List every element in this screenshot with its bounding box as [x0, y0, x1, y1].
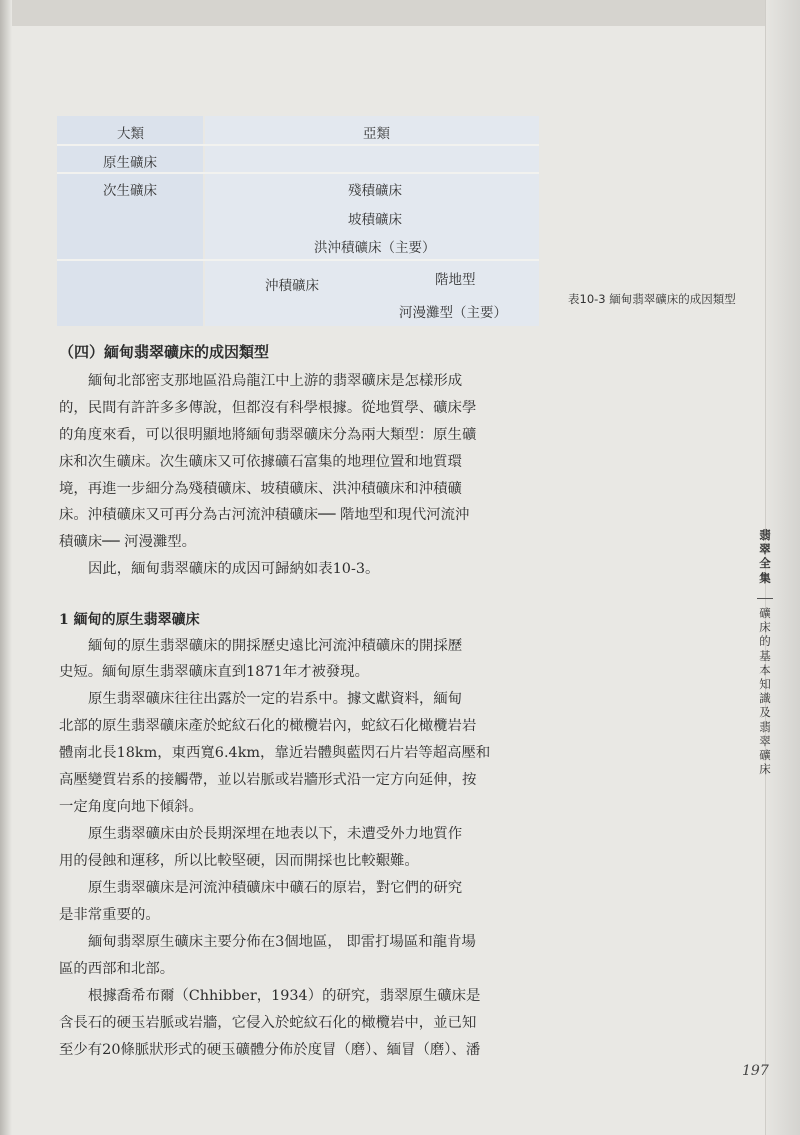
paragraph-line: 含長石的硬玉岩脈或岩牆，它侵入於蛇紋石化的橄欖岩中，並已知 [59, 1015, 477, 1031]
subsection-heading: 1 緬甸的原生翡翠礦床 [59, 612, 200, 628]
scan-top-strip [0, 0, 800, 26]
page-number: 197 [742, 1063, 769, 1079]
table-cell-alluvial: 沖積礦床 [265, 278, 319, 294]
scan-left-shadow [0, 0, 12, 1135]
table-row-divider [57, 172, 539, 174]
paragraph-line: 的角度來看，可以很明顯地將緬甸翡翠礦床分為兩大類型：原生礦 [59, 427, 477, 443]
paragraph-line: 史短。緬甸原生翡翠礦床直到1871年才被發現。 [59, 664, 370, 680]
paragraph-line: 體南北長18km，東西寬6.4km，靠近岩體與藍閃石片岩等超高壓和 [59, 745, 491, 761]
deposit-type-table [57, 116, 539, 326]
paragraph-line: 原生翡翠礦床由於長期深埋在地表以下，未遭受外力地質作 [88, 826, 463, 842]
table-cell-floodplain: 河漫灘型（主要） [399, 305, 507, 321]
paragraph-line: 床和次生礦床。次生礦床又可依據礦石富集的地理位置和地質環 [59, 454, 462, 470]
paragraph-line: 原生翡翠礦床往往出露於一定的岩系中。據文獻資料，緬甸 [88, 691, 463, 707]
running-title: 翡翠全集 [759, 528, 771, 585]
table-header-minor: 亞類 [363, 126, 390, 142]
table-caption: 表10-3 緬甸翡翠礦床的成因類型 [568, 292, 736, 306]
paragraph-line: 根據喬希布爾（Chhibber，1934）的研究，翡翠原生礦床是 [88, 988, 481, 1004]
paragraph-line: 用的侵蝕和運移，所以比較堅硬，因而開採也比較艱難。 [59, 853, 419, 869]
paragraph-line: 緬甸北部密支那地區沿烏龍江中上游的翡翠礦床是怎樣形成 [88, 373, 463, 389]
paragraph-line: 原生翡翠礦床是河流沖積礦床中礦石的原岩，對它們的研究 [88, 880, 463, 896]
table-row-divider [57, 259, 539, 261]
table-cell-secondary: 次生礦床 [103, 183, 157, 199]
paragraph-line: 是非常重要的。 [59, 907, 160, 923]
paragraph-line: 因此，緬甸翡翠礦床的成因可歸納如表10-3。 [88, 561, 380, 577]
table-cell-proluvial: 洪沖積礦床（主要） [314, 240, 436, 256]
paragraph-line: 至少有20條脈狀形式的硬玉礦體分佈於度冒（磨）、緬冒（磨）、潘 [59, 1042, 481, 1058]
paragraph-line: 床。沖積礦床又可再分為古河流沖積礦床── 階地型和現代河流沖 [59, 507, 470, 523]
table-header-major: 大類 [117, 126, 144, 142]
paragraph-line: 的，民間有許許多多傳說，但都沒有科學根據。從地質學、礦床學 [59, 400, 477, 416]
paragraph-line: 高壓變質岩系的接觸帶，並以岩脈或岩牆形式沿一定方向延伸，按 [59, 772, 477, 788]
running-subtitle: 礦床的基本知識及翡翠礦床 [759, 606, 771, 777]
table-cell-terrace: 階地型 [435, 272, 476, 288]
table-cell-residual: 殘積礦床 [348, 183, 402, 199]
paragraph-line: 緬甸翡翠原生礦床主要分佈在3個地區， 即雷打場區和龍肯場 [88, 934, 476, 950]
paragraph-line: 緬甸的原生翡翠礦床的開採歷史遠比河流沖積礦床的開採歷 [88, 638, 463, 654]
paragraph-line: 積礦床── 河漫灘型。 [59, 534, 197, 550]
table-cell-primary: 原生礦床 [103, 155, 157, 171]
paragraph-line: 境，再進一步細分為殘積礦床、坡積礦床、洪沖積礦床和沖積礦 [59, 481, 462, 497]
table-row-divider [57, 144, 539, 146]
running-title-rule [757, 598, 773, 599]
section-heading: （四）緬甸翡翠礦床的成因類型 [59, 343, 270, 361]
table-col-major [57, 116, 203, 326]
paragraph-line: 北部的原生翡翠礦床產於蛇紋石化的橄欖岩內，蛇紋石化橄欖岩岩 [59, 718, 477, 734]
paragraph-line: 一定角度向地下傾斜。 [59, 799, 203, 815]
table-cell-slope: 坡積礦床 [348, 212, 402, 228]
paragraph-line: 區的西部和北部。 [59, 961, 175, 977]
